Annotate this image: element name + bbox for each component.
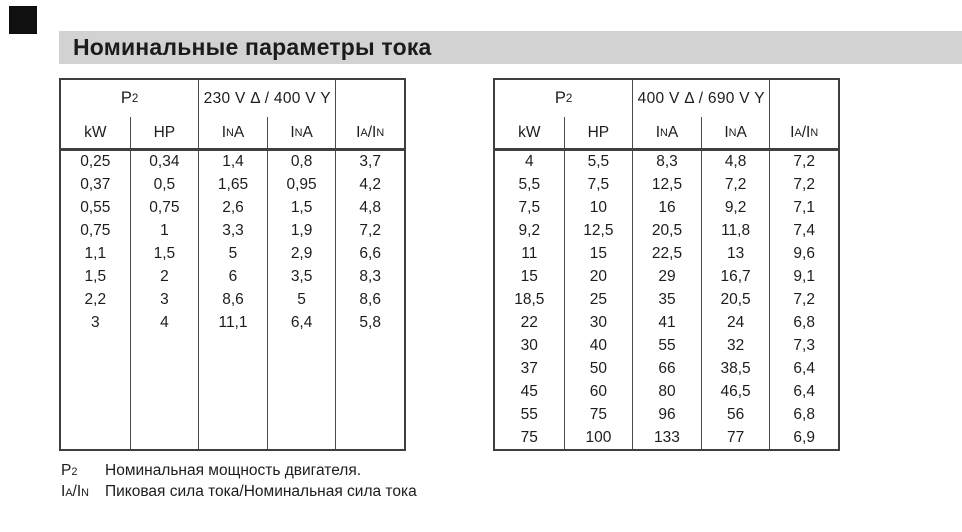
label-text: kW [518,123,541,141]
table-cell: 96 [632,403,701,426]
table-cell: 22,5 [632,243,701,266]
column-header-cell [335,117,404,148]
column-header-cell [564,117,633,148]
table-cell: 55 [520,405,538,423]
table-cell: 9,6 [769,243,838,266]
table-cell: 7,4 [769,220,838,243]
table-cell: 46,5 [701,380,770,403]
table-cell: 80 [632,380,701,403]
label-text: P [120,89,132,107]
section-marker-icon [9,6,37,34]
table-cell: 7,5 [564,174,633,197]
subscript-text: A [65,487,73,499]
table-cell: 0,25 [80,153,111,171]
empty-header-cell [335,80,404,117]
table-body [61,151,404,449]
table-cell: 1,65 [198,174,267,197]
table-header-row-merged [495,80,838,117]
label-text: I [655,123,661,141]
table-400v-690v [493,78,840,451]
table-cell: 0,8 [267,151,336,174]
table-cell: 40 [564,334,633,357]
table-cell: 16,7 [701,266,770,289]
label-text: A [233,123,245,141]
label-text: kW [84,123,107,141]
table-cell: 8,3 [632,151,701,174]
table-cell: 12,5 [632,174,701,197]
table-cell: 100 [564,426,633,449]
table-cell: 13 [701,243,770,266]
table-cell: 18,5 [514,290,545,308]
table-cell: 7,5 [518,199,541,217]
table-cell: 35 [632,289,701,312]
voltage-header-cell: 230 V Δ / 400 V Y [198,80,335,117]
table-cell: 6,4 [769,357,838,380]
table-cell: 2 [130,265,199,288]
table-cell: 5,8 [335,311,404,334]
footnote-symbol [61,461,105,482]
table-cell: 32 [701,334,770,357]
table-row [495,426,838,449]
subscript-text: N [728,126,737,139]
label-text: I [290,123,295,141]
table-cell: 30 [564,311,633,334]
label-text: HP [153,123,176,141]
subscript-text: N [294,126,303,139]
footnote-symbol [61,482,105,503]
table-cell: 4,8 [335,197,404,220]
table-230v-400v [59,78,406,451]
table-cell: 30 [520,336,538,354]
label-text: P [554,89,566,107]
label-text: /I [801,123,811,141]
subscript-text: N [810,126,819,139]
table-cell: 1,4 [198,151,267,174]
table-header-row-units [61,117,404,148]
table-row [495,174,838,197]
column-header-cell [632,117,701,148]
table-cell: 12,5 [564,220,633,243]
table-cell: 1,5 [130,243,199,266]
label-text: I [61,483,66,500]
table-row [495,289,838,312]
table-cell: 20,5 [632,220,701,243]
page-title: Номинальные параметры тока [73,34,432,60]
label-text: I [221,123,227,141]
table-cell: 11 [521,245,538,263]
table-cell: 6,8 [769,311,838,334]
table-cell: 4,8 [701,151,770,174]
table-cell: 0,75 [80,222,111,240]
table-cell: 2,6 [198,197,267,220]
table-cell: 50 [564,357,633,380]
table-cell: 24 [701,311,770,334]
table-row [61,197,404,220]
footnote-text: Пиковая сила тока/Номинальная сила тока [105,483,417,500]
column-header-cell [495,117,564,148]
subscript-text: A [360,126,368,139]
table-header [495,80,838,151]
table-row [495,243,838,266]
table-row [61,265,404,288]
footnotes [61,461,417,503]
column-header-cell [267,117,336,148]
table-cell: 3 [130,288,199,311]
table-row [61,174,404,197]
table-cell: 75 [520,428,538,446]
table-cell: 11,1 [198,311,267,334]
subscript-text: 2 [71,466,78,478]
empty-table-area [61,334,404,449]
table-cell: 0,37 [80,176,111,194]
table-cell: 3,3 [198,220,267,243]
label-text: /I [72,483,82,500]
table-cell: 11,8 [701,220,770,243]
table-cell: 7,2 [701,174,770,197]
p2-header-cell [495,80,632,117]
table-row [495,357,838,380]
table-cell: 4,2 [335,174,404,197]
table-cell: 0,5 [130,174,199,197]
table-cell: 66 [632,357,701,380]
table-cell: 6,6 [335,243,404,266]
table-row [495,266,838,289]
table-cell: 38,5 [701,357,770,380]
label-text: P [61,462,72,479]
table-row [495,403,838,426]
label-text: I [356,123,361,141]
subscript-text: 2 [565,92,573,105]
table-cell: 2,9 [267,243,336,266]
column-header-cell [61,117,130,148]
table-cell: 4 [524,153,534,171]
table-cell: 16 [632,197,701,220]
table-cell: 8,3 [335,265,404,288]
table-header-row-units [495,117,838,148]
table-row [61,288,404,311]
label-text: HP [587,123,610,141]
table-cell: 7,2 [769,174,838,197]
table-cell: 9,2 [518,222,541,240]
table-cell: 6,4 [769,380,838,403]
table-cell: 0,95 [267,174,336,197]
label-text: A [302,123,313,141]
table-header [61,80,404,151]
footnote-text: Номинальная мощность двигателя. [105,462,362,479]
empty-header-cell [769,80,838,117]
table-cell: 55 [632,334,701,357]
table-cell: 5 [267,288,336,311]
empty-cell [130,334,199,449]
table-cell: 29 [632,266,701,289]
footnote-row [61,461,417,482]
table-cell: 133 [632,426,701,449]
table-cell: 41 [632,311,701,334]
empty-cell [335,334,404,449]
table-body [495,151,838,449]
table-cell: 10 [564,197,633,220]
table-cell: 6,9 [769,426,838,449]
table-cell: 7,1 [769,197,838,220]
empty-cell [198,334,267,449]
table-cell: 4 [130,311,199,334]
table-cell: 6,8 [769,403,838,426]
table-cell: 1,1 [84,245,107,262]
voltage-header-cell: 400 V Δ / 690 V Y [632,80,769,117]
table-row [495,311,838,334]
table-cell: 0,55 [80,199,111,217]
table-cell: 20,5 [701,289,770,312]
table-cell: 15 [564,243,633,266]
table-row [495,151,838,174]
column-header-cell [769,117,838,148]
table-cell: 3,5 [267,265,336,288]
table-row [61,220,404,243]
table-row [61,311,404,334]
column-header-cell [130,117,199,148]
table-cell: 45 [520,382,538,400]
table-cell: 1 [130,220,199,243]
table-cell: 1,5 [84,267,107,285]
p2-header-cell [61,80,198,117]
subscript-text: 2 [131,92,139,105]
label-text: I [724,123,729,141]
table-cell: 0,34 [130,151,199,174]
table-cell: 9,2 [701,197,770,220]
table-cell: 20 [564,266,633,289]
column-header-cell [198,117,267,148]
table-cell: 3 [90,313,100,331]
table-cell: 60 [564,380,633,403]
section-title-bar [59,31,962,64]
table-cell: 6 [198,265,267,288]
table-cell: 7,2 [769,289,838,312]
table-cell: 75 [564,403,633,426]
table-cell: 5,5 [518,176,541,194]
label-text: I [790,123,795,141]
table-row [61,151,404,174]
table-cell: 7,3 [769,334,838,357]
footnote-row [61,482,417,503]
subscript-text: A [794,126,802,139]
label-text: /I [367,123,377,141]
table-cell: 3,7 [335,151,404,174]
table-row [495,197,838,220]
column-header-cell [701,117,770,148]
table-cell: 7,2 [769,151,838,174]
subscript-text: N [376,126,385,139]
table-cell: 22 [520,313,538,331]
table-cell: 2,2 [84,290,107,308]
table-cell: 6,4 [267,311,336,334]
table-row [495,334,838,357]
empty-cell [267,334,336,449]
table-cell: 37 [520,359,538,377]
subscript-text: N [81,487,90,499]
table-row [495,220,838,243]
table-row [61,243,404,266]
table-row [495,380,838,403]
table-cell: 8,6 [335,288,404,311]
table-cell: 56 [701,403,770,426]
table-cell: 15 [520,268,538,286]
table-cell: 7,2 [335,220,404,243]
table-cell: 0,75 [130,197,199,220]
table-header-row-merged [61,80,404,117]
table-cell: 1,5 [267,197,336,220]
subscript-text: N [660,126,668,139]
table-cell: 5,5 [564,151,633,174]
subscript-text: N [226,126,234,139]
table-cell: 8,6 [198,288,267,311]
table-cell: 9,1 [769,266,838,289]
empty-cell [61,334,130,449]
label-text: A [667,123,679,141]
table-cell: 77 [701,426,770,449]
table-cell: 5 [198,243,267,266]
table-cell: 25 [564,289,633,312]
label-text: A [736,123,747,141]
table-cell: 1,9 [267,220,336,243]
